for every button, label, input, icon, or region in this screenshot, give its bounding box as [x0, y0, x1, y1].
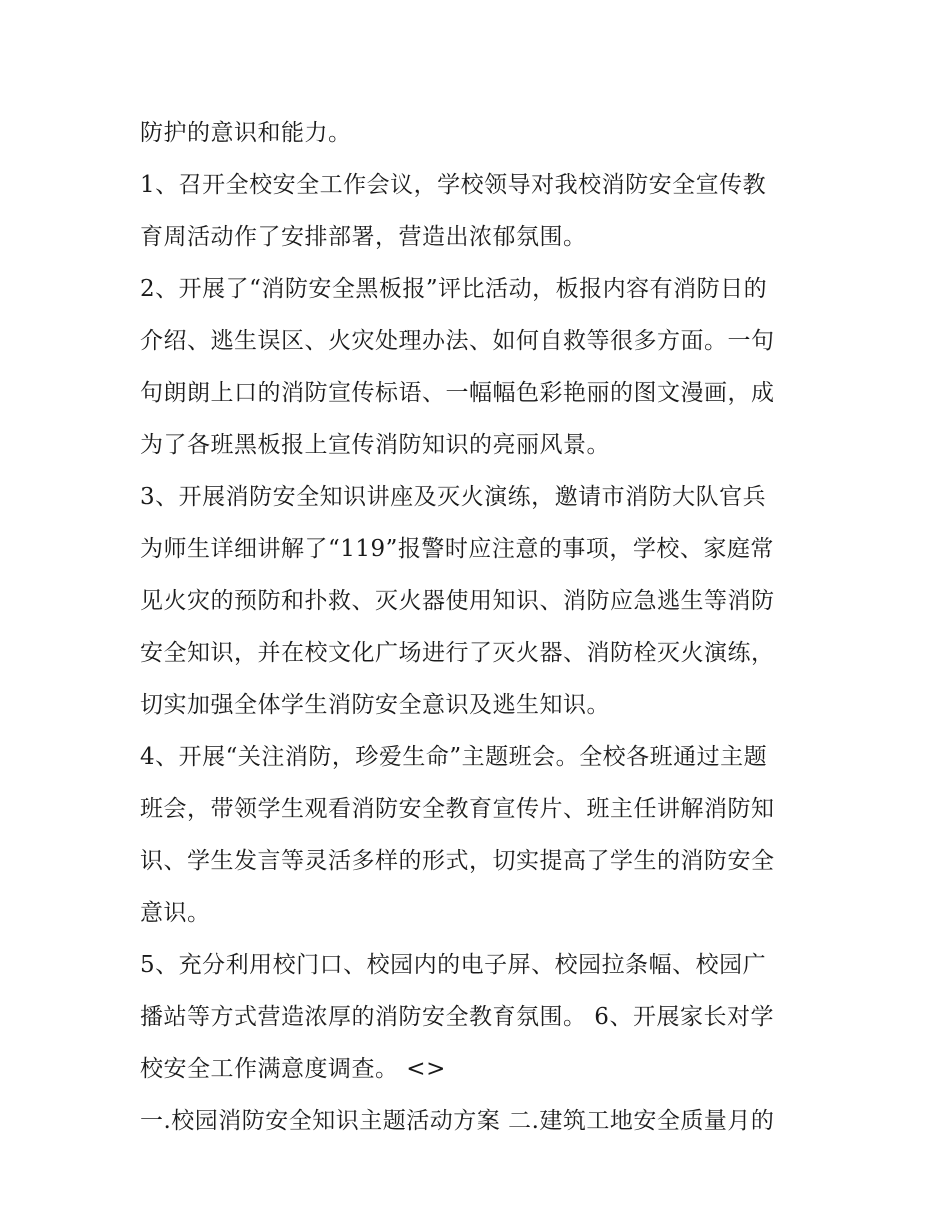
text-line: 句朗朗上口的消防宣传标语、一幅幅色彩艳丽的图文漫画，成	[140, 380, 775, 406]
text-line: 2、开展了“消防安全黑板报”评比活动，板报内容有消防日的	[140, 276, 768, 302]
text-line: 4、开展“关注消防，珍爱生命”主题班会。全校各班通过主题	[140, 744, 768, 770]
text-line: 介绍、逃生误区、火灾处理办法、如何自救等很多方面。一句	[140, 328, 775, 354]
text-line: 为师生详细讲解了“119”报警时应注意的事项，学校、家庭常	[140, 536, 774, 562]
text-line: 班会，带领学生观看消防安全教育宣传片、班主任讲解消防知	[140, 796, 775, 822]
text-line: 3、开展消防安全知识讲座及灭火演练，邀请市消防大队官兵	[140, 484, 767, 510]
text-line: 为了各班黑板报上宣传消防知识的亮丽风景。	[140, 432, 610, 458]
text-line: 意识。	[140, 900, 211, 926]
text-line: 见火灾的预防和扑救、灭火器使用知识、消防应急逃生等消防	[140, 588, 775, 614]
text-line: 识、学生发言等灵活多样的形式，切实提高了学生的消防安全	[140, 848, 775, 874]
text-line: 切实加强全体学生消防安全意识及逃生知识。	[140, 692, 610, 718]
text-line: 播站等方式营造浓厚的消防安全教育氛围。 6、开展家长对学	[140, 1004, 774, 1030]
text-line: 安全知识，并在校文化广场进行了灭火器、消防栓灭火演练，	[140, 640, 775, 666]
text-line: 1、召开全校安全工作会议，学校领导对我校消防安全宣传教	[140, 172, 767, 198]
text-line: 育周活动作了安排部署，营造出浓郁氛围。	[140, 224, 587, 250]
text-line: 校安全工作满意度调查。 <>	[140, 1056, 446, 1082]
text-line: 防护的意识和能力。	[140, 120, 352, 146]
text-line: 5、充分利用校门口、校园内的电子屏、校园拉条幅、校园广	[140, 952, 767, 978]
document-body	[140, 107, 820, 1147]
text-line: 一.校园消防安全知识主题活动方案 二.建筑工地安全质量月的	[140, 1108, 775, 1134]
